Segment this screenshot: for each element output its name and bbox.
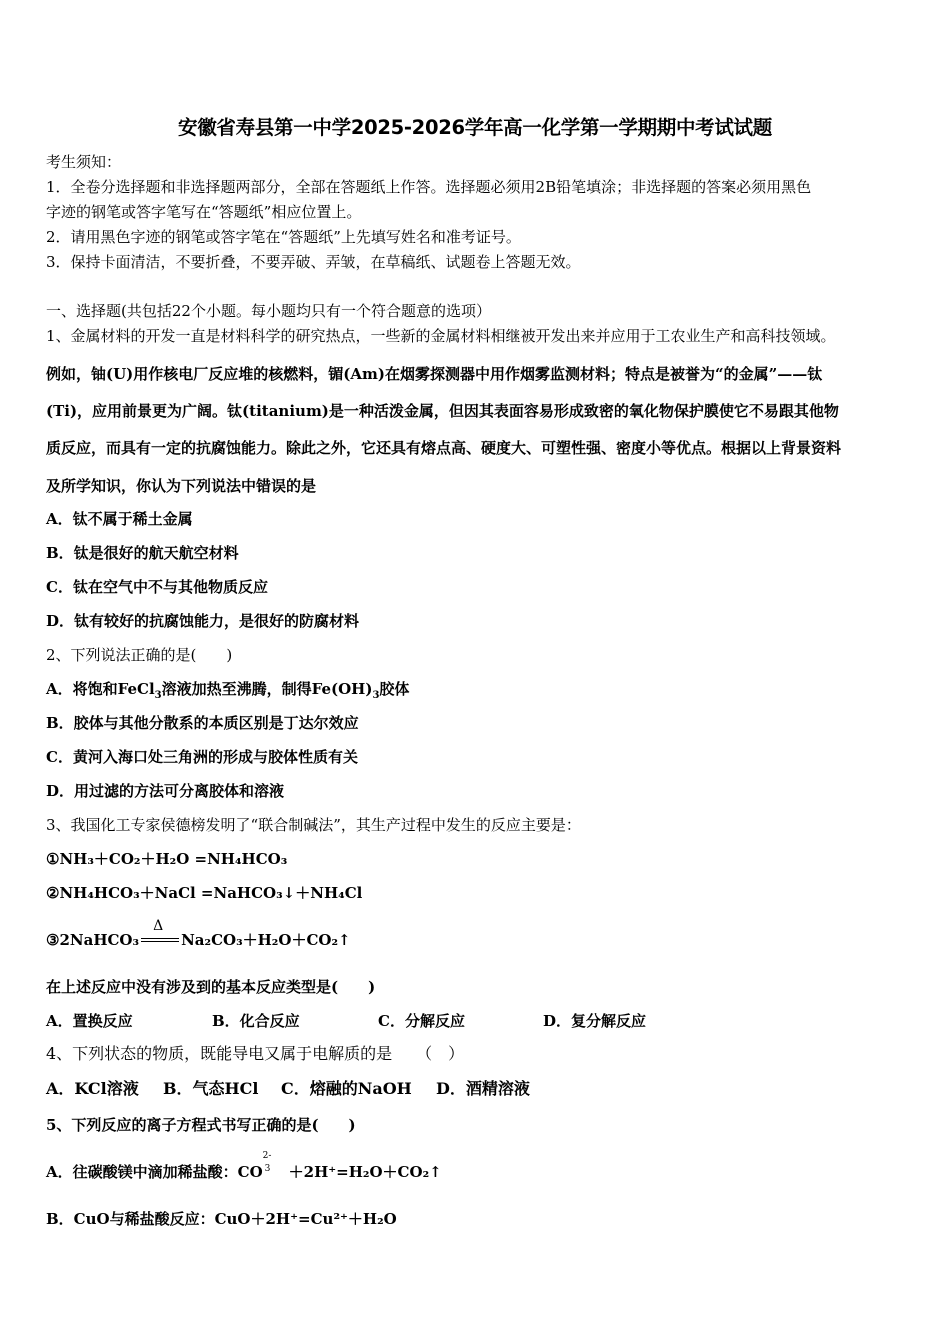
- q4-options: [46, 1079, 530, 1099]
- equals-line-top: [141, 938, 179, 939]
- notice-heading: 考生须知：: [46, 153, 122, 171]
- q1-stem-line-2: 例如，铀(U)用作核电厂反应堆的核燃料，镅(Am)在烟雾探测器中用作烟雾监测材料；特点是被誉为“的金属”——钛: [46, 365, 823, 383]
- q1-option-b: B．钛是很好的航天航空材料: [46, 544, 239, 562]
- q3-option-c: C．分解反应: [378, 1012, 465, 1030]
- q1-stem-line-4: 质反应，而具有一定的抗腐蚀能力。除此之外，它还具有熔点高、硬度大、可塑性强、密度小等优点。根据以上背景资料: [46, 439, 842, 457]
- delta-symbol: Δ: [153, 918, 164, 934]
- q5-option-b: B．CuO与稀盐酸反应：CuO＋2H⁺=Cu²⁺＋H₂O: [46, 1210, 397, 1228]
- section-heading: 一、选择题(共包括22个小题。每小题均只有一个符合题意的选项）: [46, 302, 491, 320]
- q4-option-c: C．熔融的NaOH: [281, 1079, 412, 1098]
- q4-stem: 4、下列状态的物质，既能导电又属于电解质的是 （ ）: [46, 1044, 465, 1063]
- notice-item-1-cont: 字迹的钢笔或答字笔写在“答题纸”相应位置上。: [46, 203, 362, 221]
- q2-option-a-post: 胶体: [379, 680, 410, 698]
- q2-option-a: [46, 679, 409, 699]
- q1-stem-line-5: 及所学知识，你认为下列说法中错误的是: [46, 477, 317, 495]
- q3-option-d: D．复分解反应: [543, 1012, 647, 1030]
- page-title: 安徽省寿县第一中学2025-2026学年高一化学第一学期期中考试试题: [178, 116, 772, 139]
- q4-option-d: D．酒精溶液: [436, 1079, 530, 1098]
- q2-option-a-sub1: 3: [154, 690, 162, 701]
- notice-item-1: 1．全卷分选择题和非选择题两部分，全部在答题纸上作答。选择题必须用2B铅笔填涂；非选择题的答案必须用黑色: [46, 178, 812, 196]
- q1-option-c: C．钛在空气中不与其他物质反应: [46, 578, 268, 596]
- q1-option-d: D．钛有较好的抗腐蚀能力，是很好的防腐材料: [46, 612, 360, 630]
- q1-stem-line-1: 1、金属材料的开发一直是材料科学的研究热点，一些新的金属材料相继被开发出来并应用于工农业生产和高科技领域。: [46, 327, 836, 345]
- q2-option-a-pre: A．将饱和FeCl: [46, 680, 155, 698]
- carbonate-notation: [262, 1151, 289, 1182]
- q2-option-a-sub2: 3: [372, 690, 380, 701]
- q3-options: [46, 1011, 646, 1031]
- carbonate-charge: 2-: [262, 1151, 272, 1161]
- q5-option-a-post: ＋2H⁺=H₂O＋CO₂↑: [288, 1163, 442, 1181]
- q3-stem: 3、我国化工专家侯德榜发明了“联合制碱法”，其生产过程中发生的反应主要是：: [46, 816, 581, 834]
- q4-option-b: B．气态HCl: [163, 1079, 259, 1098]
- q2-option-c: C．黄河入海口处三角洲的形成与胶体性质有关: [46, 748, 358, 766]
- q2-option-a-mid: 溶液加热至沸腾，制得Fe(OH): [161, 680, 373, 698]
- q3-reaction-3-right: Na₂CO₃＋H₂O＋CO₂↑: [181, 931, 351, 949]
- q1-option-a: A．钛不属于稀土金属: [46, 510, 193, 528]
- q2-stem: 2、下列说法正确的是( ): [46, 646, 233, 664]
- heat-condition-arrow: [139, 918, 181, 950]
- q3-question: 在上述反应中没有涉及到的基本反应类型是( ): [46, 978, 376, 996]
- equals-line-bottom: [141, 941, 179, 942]
- q3-reaction-2: ②NH₄HCO₃＋NaCl =NaHCO₃↓＋NH₄Cl: [46, 884, 363, 902]
- q2-option-b: B．胶体与其他分散系的本质区别是丁达尔效应: [46, 714, 359, 732]
- q3-option-b: B．化合反应: [212, 1012, 300, 1030]
- q5-stem: 5、下列反应的离子方程式书写正确的是( ): [46, 1116, 356, 1134]
- q2-option-d: D．用过滤的方法可分离胶体和溶液: [46, 782, 285, 800]
- q1-stem-line-3: (Ti)，应用前景更为广阔。钛(titanium)是一种活泼金属，但因其表面容易形成致密的氧化物保护膜使它不易跟其他物: [46, 402, 839, 420]
- q5-option-a: [46, 1151, 442, 1182]
- q4-option-a: A．KCl溶液: [46, 1079, 139, 1098]
- q3-reaction-3: [46, 918, 351, 950]
- q5-option-a-pre: A．往碳酸镁中滴加稀盐酸：CO: [46, 1163, 263, 1181]
- notice-item-2: 2．请用黑色字迹的钢笔或答字笔在“答题纸”上先填写姓名和准考证号。: [46, 228, 521, 246]
- carbonate-subscript: 3: [264, 1164, 271, 1174]
- notice-item-3: 3．保持卡面清洁，不要折叠，不要弄破、弄皱，在草稿纸、试题卷上答题无效。: [46, 253, 581, 271]
- q3-option-a: A．置换反应: [46, 1012, 133, 1030]
- q3-reaction-3-left: ③2NaHCO₃: [46, 931, 140, 949]
- q3-reaction-1: ①NH₃＋CO₂＋H₂O =NH₄HCO₃: [46, 850, 288, 868]
